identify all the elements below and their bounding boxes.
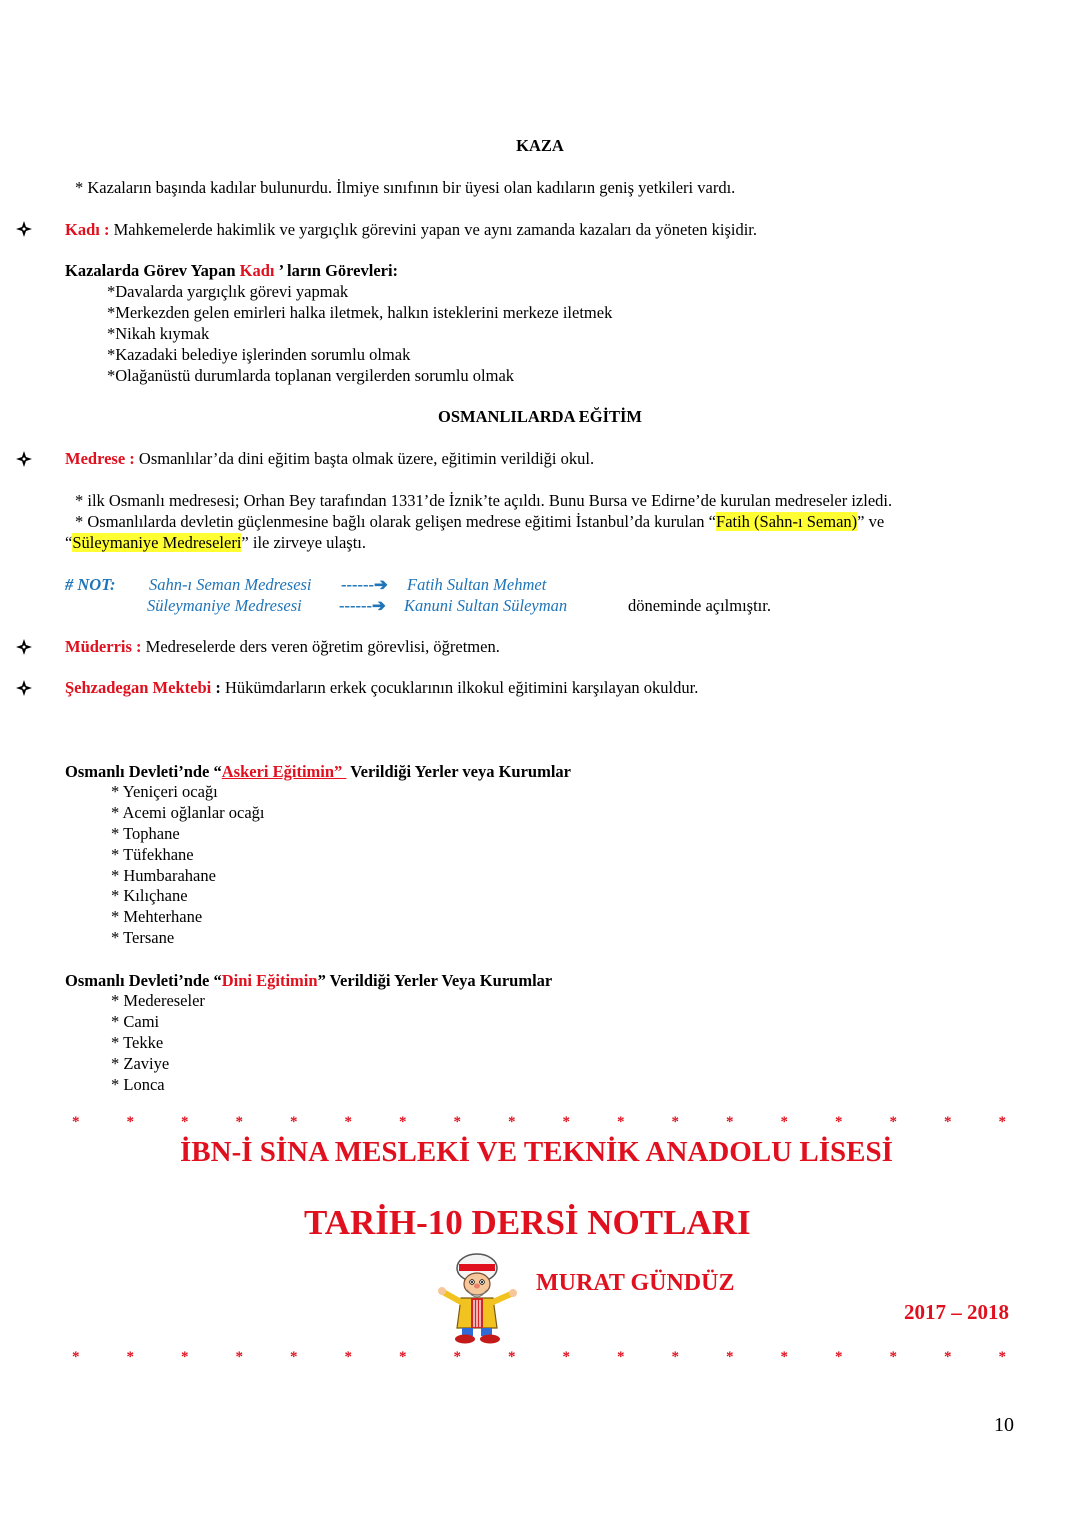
star-icon: *: [72, 1349, 80, 1365]
star-icon: *: [399, 1114, 407, 1130]
muderris-term: Müderris :: [65, 637, 142, 656]
list-item: * Lonca: [111, 1074, 165, 1094]
arrow-icon: ------➔: [341, 575, 388, 594]
list-item: * Mehterhane: [111, 907, 203, 927]
kadi-term: Kadı :: [65, 220, 110, 239]
star-icon: *: [835, 1114, 843, 1130]
kadi-duties-heading: [65, 261, 398, 281]
arrow-icon: ------➔: [339, 596, 386, 615]
askeri-heading-text: Osmanlı Devleti’nde “: [65, 762, 222, 781]
list-item: * Medereseler: [111, 991, 205, 1010]
note-label: # NOT:: [65, 575, 116, 594]
kaza-title: KAZA: [516, 136, 564, 155]
star-icon: *: [235, 1114, 243, 1130]
star-icon: *: [617, 1114, 625, 1130]
askeri-heading: [65, 762, 571, 782]
star-icon: *: [562, 1114, 570, 1130]
star-icon: *: [617, 1349, 625, 1365]
star-icon: *: [453, 1114, 461, 1130]
list-item: * Tophane: [111, 823, 180, 843]
list-item: * Humbarahane: [111, 865, 216, 885]
star-icon: *: [126, 1349, 134, 1365]
sehzadegan-definition: [65, 678, 698, 698]
medrese-definition: [65, 449, 594, 469]
sehzadegan-colon: :: [215, 678, 221, 697]
duties-heading-kadi: Kadı: [239, 261, 275, 280]
list-item: * Cami: [111, 1011, 160, 1031]
star-icon: *: [453, 1349, 461, 1365]
diamond-bullet-icon: [15, 220, 33, 238]
star-icon: *: [780, 1349, 788, 1365]
star-icon: *: [944, 1114, 952, 1130]
star-icon: *: [671, 1349, 679, 1365]
note-row-1-right: Fatih Sultan Mehmet: [407, 575, 547, 594]
list-item: * Acemi oğlanlar ocağı: [111, 802, 265, 822]
star-icon: *: [944, 1349, 952, 1365]
highlight-suleymaniye: Süleymaniye Medreseleri: [72, 533, 242, 552]
muderris-definition: [65, 637, 500, 657]
askeri-heading-red: Askeri Eğitimin”: [221, 762, 343, 781]
diamond-bullet-icon: [15, 638, 33, 656]
cartoon-character-icon: [435, 1250, 520, 1345]
star-icon: *: [780, 1114, 788, 1130]
star-icon: *: [290, 1114, 298, 1130]
school-name: İBN-İ SİNA MESLEKİ VE TEKNİK ANADOLU LİSESİ: [180, 1136, 893, 1168]
list-item: *Davalarda yargıçlık görevi yapmak: [107, 282, 349, 301]
kaza-intro: * Kazaların başında kadılar bulunurdu. İlmiye sınıfının bir üyesi olan kadıların geniş yetkileri vardı.: [75, 178, 736, 197]
list-item: *Nikah kıymak: [107, 323, 210, 343]
course-title: TARİH-10 DERSİ NOTLARI: [304, 1203, 751, 1242]
author-name: MURAT GÜNDÜZ: [536, 1270, 735, 1296]
dini-heading-suffix: ” Verildiği Yerler Veya Kurumlar: [317, 971, 553, 990]
star-icon: *: [508, 1114, 516, 1130]
kadi-def: Mahkemelerde hakimlik ve yargıçlık görevini yapan ve aynı zamanda kazaları da yöneten kişidir.: [113, 220, 758, 239]
line3-suffix: ” ile zirveye ulaştı.: [241, 533, 367, 552]
askeri-list: [111, 782, 265, 949]
line2-suffix: ” ve: [857, 512, 885, 531]
duties-heading-suffix: ’ ların Görevleri:: [278, 261, 399, 280]
list-item: *Merkezden gelen emirleri halka iletmek, halkın isteklerini merkeze iletmek: [107, 302, 613, 322]
askeri-heading-suffix: Verildiği Yerler veya Kurumlar: [350, 762, 571, 781]
note-row-2-right: Kanuni Sultan Süleyman: [404, 596, 568, 615]
line2-text: * Osmanlılarda devletin güçlenmesine bağlı olarak gelişen medrese eğitimi İstanbul’da kurulan “: [75, 512, 717, 531]
star-icon: *: [344, 1114, 352, 1130]
line3-quote: “: [65, 533, 73, 552]
egitim-title: OSMANLILARDA EĞİTİM: [438, 407, 642, 426]
list-item: *Olağanüstü durumlarda toplanan vergilerden sorumlu olmak: [107, 365, 515, 385]
kadi-duties-list: [107, 282, 612, 386]
sehzadegan-term: Şehzadegan Mektebi: [65, 678, 212, 697]
star-icon: *: [726, 1114, 734, 1130]
diamond-bullet-icon: [15, 450, 33, 468]
star-icon: *: [399, 1349, 407, 1365]
dini-heading: [65, 971, 552, 991]
star-icon: *: [235, 1349, 243, 1365]
page-number: 10: [994, 1414, 1014, 1436]
list-item: *Kazadaki belediye işlerinden sorumlu olmak: [107, 344, 411, 364]
medrese-line-2: [75, 512, 884, 532]
note-row-1-left: Sahn-ı Seman Medresesi: [149, 575, 312, 594]
star-icon: *: [72, 1114, 80, 1130]
star-icon: *: [344, 1349, 352, 1365]
medrese-line-1: * ilk Osmanlı medresesi; Orhan Bey tarafından 1331’de İznik’te açıldı. Bunu Bursa ve Edirne’de kurulan medreseler izledi.: [75, 491, 893, 510]
dini-heading-red: Dini Eğitimin: [221, 971, 318, 990]
star-icon: *: [998, 1114, 1006, 1130]
list-item: * Tekke: [111, 1032, 164, 1052]
star-icon: *: [126, 1114, 134, 1130]
star-icon: *: [181, 1114, 189, 1130]
school-year: 2017 – 2018: [904, 1300, 1009, 1324]
dini-list: [111, 991, 205, 1095]
muderris-def: Medreselerde ders veren öğretim görevlisi, öğretmen.: [145, 637, 500, 656]
star-icon: *: [181, 1349, 189, 1365]
list-item: * Tersane: [111, 928, 175, 948]
star-icon: *: [889, 1349, 897, 1365]
dini-heading-text: Osmanlı Devleti’nde “: [65, 971, 222, 990]
star-icon: *: [726, 1349, 734, 1365]
star-icon: *: [671, 1114, 679, 1130]
duties-heading-text: Kazalarda Görev Yapan: [65, 261, 236, 280]
medrese-line-3: [65, 533, 366, 553]
kadi-definition: [65, 220, 757, 240]
star-icon: *: [290, 1349, 298, 1365]
medrese-term: Medrese :: [65, 449, 135, 468]
highlight-fatih: Fatih (Sahn-ı Seman): [716, 512, 858, 531]
list-item: * Zaviye: [111, 1053, 170, 1073]
star-icon: *: [835, 1349, 843, 1365]
list-item: * Kılıçhane: [111, 886, 188, 906]
note-row-2-left: Süleymaniye Medresesi: [147, 596, 302, 615]
star-icon: *: [508, 1349, 516, 1365]
list-item: * Yeniçeri ocağı: [111, 782, 218, 801]
star-icon: *: [998, 1349, 1006, 1365]
list-item: * Tüfekhane: [111, 844, 194, 864]
medrese-def: Osmanlılar’da dini eğitim başta olmak üzere, eğitimin verildiği okul.: [138, 449, 595, 468]
star-icon: *: [889, 1114, 897, 1130]
star-icon: *: [562, 1349, 570, 1365]
diamond-bullet-icon: [15, 679, 33, 697]
note-tail: döneminde açılmıştır.: [628, 596, 771, 615]
sehzadegan-def: Hükümdarların erkek çocuklarının ilkokul eğitimini karşılayan okuldur.: [224, 678, 699, 697]
